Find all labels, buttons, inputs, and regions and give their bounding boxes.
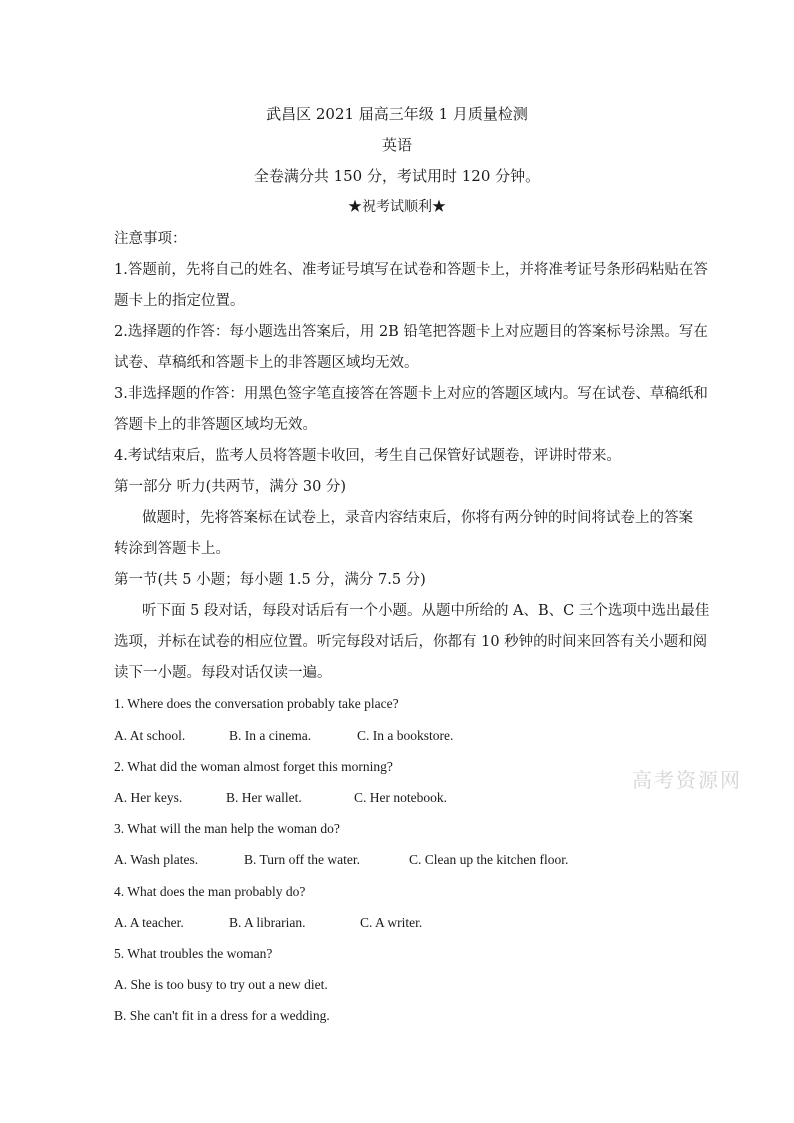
note-1-line-2: 题卡上的指定位置。: [114, 293, 245, 309]
section-1-heading: 第一节(共 5 小题；每小题 1.5 分，满分 7.5 分): [114, 572, 426, 588]
question-4-option-c: C. A writer.: [360, 915, 423, 930]
question-5-text: 5. What troubles the woman?: [114, 946, 273, 961]
question-3-option-a: A. Wash plates.: [114, 852, 199, 867]
part-1-heading: 第一部分 听力(共两节，满分 30 分): [114, 479, 347, 495]
question-2-text: 2. What did the woman almost forget this morning?: [114, 759, 393, 774]
question-1-option-b: B. In a cinema.: [229, 728, 312, 743]
section-1-intro-line-2: 选项，并标在试卷的相应位置。听完每段对话后，你都有 10 秒钟的时间来回答有关小题和阅: [114, 634, 708, 650]
good-luck-line: ★祝考试顺利★: [348, 199, 446, 215]
exam-info: 全卷满分共 150 分，考试用时 120 分钟。: [253, 167, 541, 185]
question-1-option-a: A. At school.: [114, 728, 186, 743]
watermark: 高考资源网: [632, 768, 742, 792]
exam-title: 武昌区 2021 届高三年级 1 月质量检测: [266, 105, 528, 123]
question-3-option-b: B. Turn off the water.: [244, 852, 361, 867]
note-3-line-1: 3.非选择题的作答：用黑色签字笔直接答在答题卡上对应的答题区域内。写在试卷、草稿纸和: [114, 386, 708, 402]
part-1-intro-line-1: 做题时，先将答案标在试卷上，录音内容结束后，你将有两分钟的时间将试卷上的答案: [142, 510, 693, 526]
question-1-option-c: C. In a bookstore.: [357, 728, 454, 743]
question-2-option-b: B. Her wallet.: [226, 790, 302, 805]
note-3-line-2: 答题卡上的非答题区域均无效。: [114, 417, 317, 433]
part-1-intro-line-2: 转涂到答题卡上。: [114, 541, 230, 557]
question-4-option-a: A. A teacher.: [114, 915, 184, 930]
question-3-text: 3. What will the man help the woman do?: [114, 821, 340, 836]
note-2-line-1: 2.选择题的作答：每小题选出答案后，用 2B 铅笔把答题卡上对应题目的答案标号涂黑。写在: [114, 324, 708, 340]
section-1-intro-line-3: 读下一小题。每段对话仅读一遍。: [114, 665, 332, 681]
question-5-option-a: A. She is too busy to try out a new diet.: [114, 977, 328, 992]
question-2-option-c: C. Her notebook.: [354, 790, 447, 805]
question-2-option-a: A. Her keys.: [114, 790, 183, 805]
question-4-option-b: B. A librarian.: [229, 915, 306, 930]
subject-title: 英语: [381, 136, 412, 154]
note-1-line-1: 1.答题前，先将自己的姓名、准考证号填写在试卷和答题卡上，并将准考证号条形码粘贴在答: [114, 262, 708, 278]
notes-heading: 注意事项：: [114, 231, 187, 247]
question-4-text: 4. What does the man probably do?: [114, 884, 306, 899]
question-5-option-b: B. She can't fit in a dress for a wedding.: [114, 1008, 330, 1023]
section-1-intro-line-1: 听下面 5 段对话，每段对话后有一个小题。从题中所给的 A、B、C 三个选项中选出最佳: [142, 603, 710, 619]
note-4: 4.考试结束后，监考人员将答题卡收回，考生自己保管好试题卷，评讲时带来。: [114, 448, 621, 464]
note-2-line-2: 试卷、草稿纸和答题卡上的非答题区域均无效。: [114, 355, 419, 371]
question-3-option-c: C. Clean up the kitchen floor.: [409, 852, 569, 867]
question-1-text: 1. Where does the conversation probably take place?: [114, 696, 399, 711]
